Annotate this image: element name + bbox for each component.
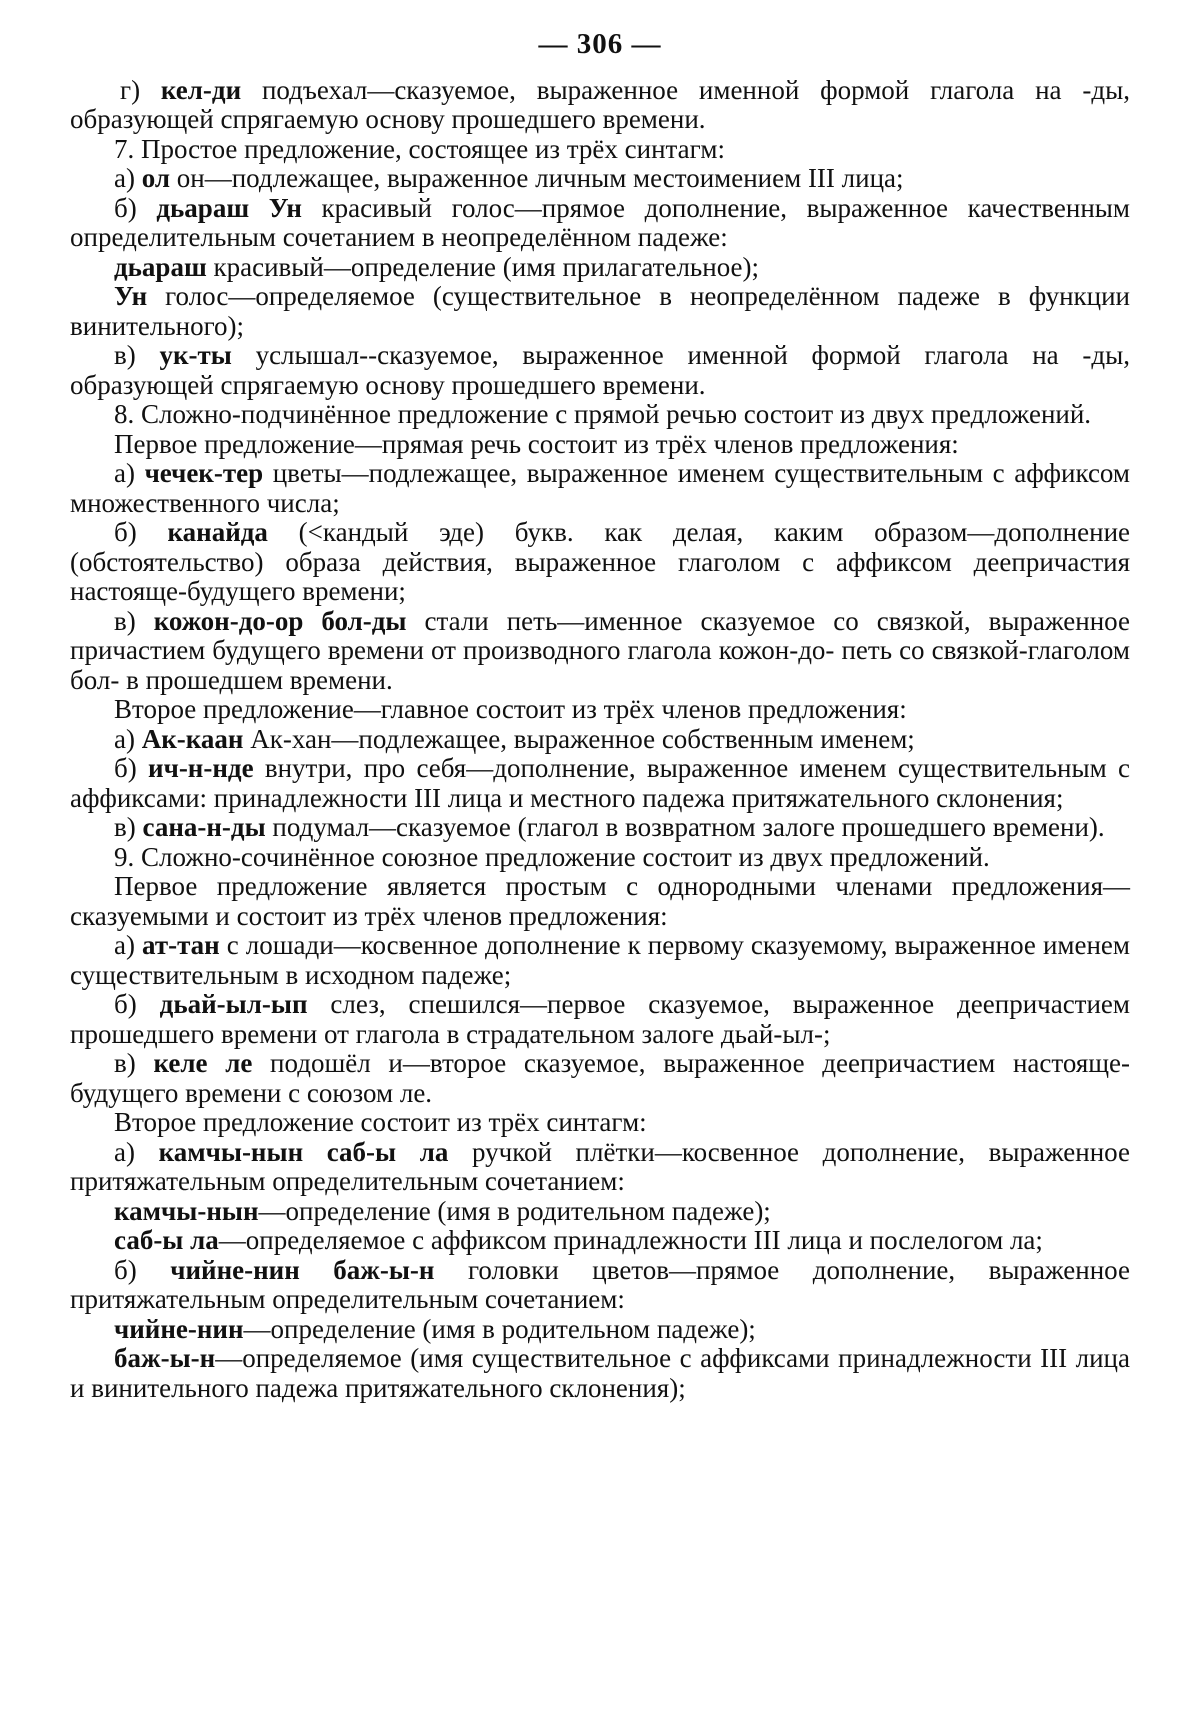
paragraph-text: слез, спешился—первое сказуемое, выраженное деепричастием прошедшего времени от глагола в страдательном залоге дьай-ыл-; xyxy=(70,989,1131,1049)
item-marker: в) xyxy=(114,340,160,370)
term: камчы-нын саб-ы ла xyxy=(158,1136,449,1167)
paragraph-text: —определяемое с аффиксом принадлежности III лица и послелогом ла; xyxy=(218,1225,1043,1255)
paragraph-b-kanaida xyxy=(70,518,1130,607)
paragraph-a-kamchynyn xyxy=(70,1138,1130,1197)
term: баж-ы-н xyxy=(114,1343,216,1373)
item-marker: а) xyxy=(114,1136,159,1167)
paragraph-text: Второе предложение состоит из трёх синтагм: xyxy=(114,1107,647,1137)
paragraph-un xyxy=(70,282,1130,341)
term: кожон-до-ор бол-ды xyxy=(153,605,407,636)
term: дьараш xyxy=(114,251,207,282)
paragraph-text: он—подлежащее, выраженное личным местоимением III лица; xyxy=(170,163,904,193)
term: чийне-нин xyxy=(114,1313,244,1344)
item-marker: б) xyxy=(114,517,168,547)
item-marker: в) xyxy=(114,1048,154,1078)
paragraph-text: —определяемое (имя существительное с аффиксами принадлежности III лица и винительного падежа притяжательного склонения); xyxy=(70,1343,1130,1403)
page-number: — 306 — xyxy=(538,28,662,60)
paragraph-v-kele-le xyxy=(70,1049,1130,1108)
paragraph-text: 8. Сложно-подчинённое предложение с прямой речью состоит из двух предложений. xyxy=(114,399,1092,429)
paragraph-b-ichinde xyxy=(70,754,1130,813)
paragraph-text: головки цветов—прямое дополнение, выраженное притяжательным определительным сочетанием: xyxy=(70,1254,1130,1314)
paragraph-text: подъехал—сказуемое, выраженное именной формой глагола на -ды, образующей спрягаемую основу прошедшего времени. xyxy=(70,74,1130,134)
paragraph-text: цветы—подлежащее, выраженное именем существительным с аффиксом множественного числа; xyxy=(70,458,1131,518)
section-7-heading xyxy=(70,135,1130,165)
paragraph-text: голос—определяемое (существительное в неопределённом падеже в функции винительного); xyxy=(70,281,1130,341)
paragraph-a-attan xyxy=(70,931,1130,990)
term: кел-ди xyxy=(160,74,242,105)
term: ук-ты xyxy=(159,340,232,370)
paragraph-a-akkaan xyxy=(70,725,1130,755)
paragraph-text: Первое предложение является простым с однородными членами предложения—сказуемыми и состоит из трёх членов предложения: xyxy=(70,871,1130,931)
term: келе ле xyxy=(153,1048,253,1078)
paragraph-text: стали петь—именное сказуемое со связкой, выраженное причастием будущего времени от производного глагола кожон-до- петь со связкой-глаголом бол- в прошедшем времени. xyxy=(70,605,1130,695)
paragraph-b-dyaiylyp xyxy=(70,990,1130,1049)
paragraph-second-sentence xyxy=(70,695,1130,725)
term: Ак-каан xyxy=(141,723,244,754)
item-marker: в) xyxy=(114,812,143,842)
paragraph-first-sentence-9 xyxy=(70,872,1130,931)
item-marker: в) xyxy=(114,605,154,636)
paragraph-text: —определение (имя в родительном падеже); xyxy=(243,1313,756,1344)
term: Ун xyxy=(114,281,148,311)
term: ат-тан xyxy=(142,930,220,960)
paragraph-v-kozhondoor xyxy=(70,607,1130,696)
paragraph-text: Ак-хан—подлежащее, выраженное собственным именем; xyxy=(243,723,915,754)
paragraph-text: внутри, про себя—дополнение, выраженное именем существительным с аффиксами: принадлежности III лица и местного падежа притяжательного склонения; xyxy=(70,753,1130,813)
paragraph-b-chiinenin xyxy=(70,1256,1130,1315)
paragraph-text: ручкой плётки—косвенное дополнение, выраженное притяжательным определительным сочетанием: xyxy=(70,1136,1130,1196)
item-marker: а) xyxy=(114,723,142,754)
paragraph-chiinenin xyxy=(70,1315,1130,1345)
item-marker: а) xyxy=(114,930,143,960)
item-marker: б) xyxy=(114,1254,171,1285)
term: ол xyxy=(141,163,171,193)
term: дьараш Ун xyxy=(156,192,302,223)
paragraph-text: красивый голос—прямое дополнение, выраженное качественным определительным сочетанием в неопределённом падеже: xyxy=(70,192,1130,252)
term: саб-ы ла xyxy=(114,1225,219,1255)
paragraph-bazhyn xyxy=(70,1344,1130,1403)
paragraph-second-sentence-9 xyxy=(70,1108,1130,1138)
term: ич-н-нде xyxy=(148,753,254,783)
paragraph-v-ukty xyxy=(70,341,1130,400)
term: чечек-тер xyxy=(144,458,264,488)
item-marker: б) xyxy=(114,753,149,783)
item-marker: б) xyxy=(114,192,157,223)
item-marker: г) xyxy=(120,74,161,105)
paragraph-text: с лошади—косвенное дополнение к первому сказуемому, выраженное именем существительным в исходном падеже; xyxy=(70,930,1130,990)
section-8-heading xyxy=(70,400,1130,430)
paragraph-text: (<кандый эде) букв. как делая, каким образом—дополнение (обстоятельство) образа действия, выраженное глаголом с аффиксом деепричастия настояще-будущего времени; xyxy=(70,517,1130,606)
term: сана-н-ды xyxy=(142,812,266,842)
item-marker: а) xyxy=(114,458,145,488)
paragraph-text: 9. Сложно-сочинённое союзное предложение состоит из двух предложений. xyxy=(114,841,990,872)
paragraph-text: Первое предложение—прямая речь состоит из трёх членов предложения: xyxy=(114,428,959,459)
paragraph-b-dyarash-un xyxy=(70,194,1130,253)
paragraph-a-chechekter xyxy=(70,459,1130,518)
item-marker: а) xyxy=(114,163,142,193)
paragraph-first-sentence xyxy=(70,430,1130,460)
term: дьай-ыл-ып xyxy=(159,989,308,1019)
term: канайда xyxy=(167,517,268,547)
paragraph-text: —определение (имя в родительном падеже); xyxy=(258,1195,771,1226)
paragraph-v-sanandy xyxy=(70,813,1130,843)
paragraph-dyarash xyxy=(70,253,1130,283)
paragraph-text: Второе предложение—главное состоит из трёх членов предложения: xyxy=(114,694,907,724)
paragraph-kamchynyn xyxy=(70,1197,1130,1227)
item-marker: б) xyxy=(114,989,160,1019)
paragraph-text: красивый—определение (имя прилагательное); xyxy=(206,251,759,282)
paragraph-text: подумал—сказуемое (глагол в возвратном залоге прошедшего времени). xyxy=(265,812,1105,842)
term: камчы-нын xyxy=(114,1195,259,1226)
section-9-heading xyxy=(70,843,1130,873)
paragraph-text: услышал--сказуемое, выраженное именной формой глагола на -ды, образующей спрягаемую основу прошедшего времени. xyxy=(70,340,1130,400)
paragraph-saby-la xyxy=(70,1226,1130,1256)
paragraph-text: 7. Простое предложение, состоящее из трёх синтагм: xyxy=(114,133,725,164)
term: чийне-нин баж-ы-н xyxy=(170,1254,435,1285)
paragraph-text: подошёл и—второе сказуемое, выраженное деепричастием настояще-будущего времени с союзом ле. xyxy=(70,1048,1130,1108)
paragraph-g-keldi xyxy=(70,76,1130,135)
paragraph-a-ol xyxy=(70,164,1130,194)
